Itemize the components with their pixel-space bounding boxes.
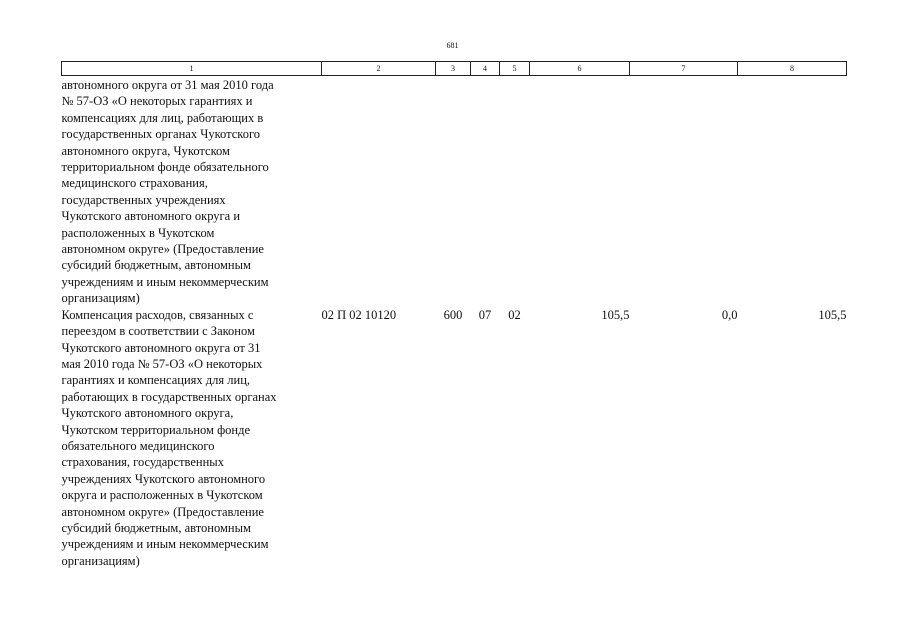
table-row bbox=[62, 307, 847, 570]
header-col-2: 2 bbox=[322, 62, 436, 76]
header-col-1: 1 bbox=[62, 62, 322, 76]
header-col-5: 5 bbox=[500, 62, 530, 76]
row-c3-cell bbox=[436, 76, 471, 307]
row-c3-cell: 600 bbox=[443, 307, 463, 322]
row-name-text: Компенсация расходов, связанных с переездом в соответствии с Законом Чукотского автономного округа от 31 мая 2010 года № 57-ОЗ «О некоторых гарантиях и компенсациях для лиц, работающих в государственных органах Чукотского автономного округа, Чукотском территориальном фонде обязательного медицинского страхования, государственных учреждениях Чукотского автономного округа и расположенных в Чукотском автономном округе» (Предоставление субсидий бюджетным, автономным учреждениям и иным некоммерческим организациям) bbox=[61, 307, 277, 568]
row-c7-cell bbox=[630, 76, 738, 307]
row-name-cell bbox=[62, 76, 322, 307]
row-c6-cell: 105,5 bbox=[601, 307, 630, 322]
column-number-header bbox=[62, 62, 847, 76]
row-code-cell: 02 П 02 10120 bbox=[321, 307, 397, 322]
row-name-text: автономного округа от 31 мая 2010 года № 57-ОЗ «О некоторых гарантиях и компенсациях для лиц, работающих в государственных органах Чукотского автономного округа, Чукотском территориальном фонде обязательного медицинского страхования, государственных учреждениях Чукотского автономного округа и расположенных в Чукотском автономном округе» (Предоставление субсидий бюджетным, автономным учреждениям и иным некоммерческим организациям) bbox=[61, 78, 274, 306]
header-col-7: 7 bbox=[630, 62, 738, 76]
row-c4-cell bbox=[471, 76, 500, 307]
row-c5-cell bbox=[500, 76, 530, 307]
row-c8-cell: 105,5 bbox=[818, 307, 847, 322]
row-c7-cell: 0,0 bbox=[721, 307, 738, 322]
row-name-cell bbox=[62, 307, 322, 570]
row-code-cell bbox=[322, 76, 436, 307]
header-col-4: 4 bbox=[471, 62, 500, 76]
page-number: 681 bbox=[446, 41, 459, 50]
header-col-3: 3 bbox=[436, 62, 471, 76]
header-col-8: 8 bbox=[738, 62, 847, 76]
budget-table bbox=[61, 61, 847, 569]
table-row bbox=[62, 76, 847, 307]
row-c4-cell: 07 bbox=[478, 307, 492, 322]
row-c5-cell: 02 bbox=[508, 307, 521, 322]
header-col-6: 6 bbox=[530, 62, 630, 76]
row-c8-cell bbox=[738, 76, 847, 307]
row-c6-cell bbox=[530, 76, 630, 307]
